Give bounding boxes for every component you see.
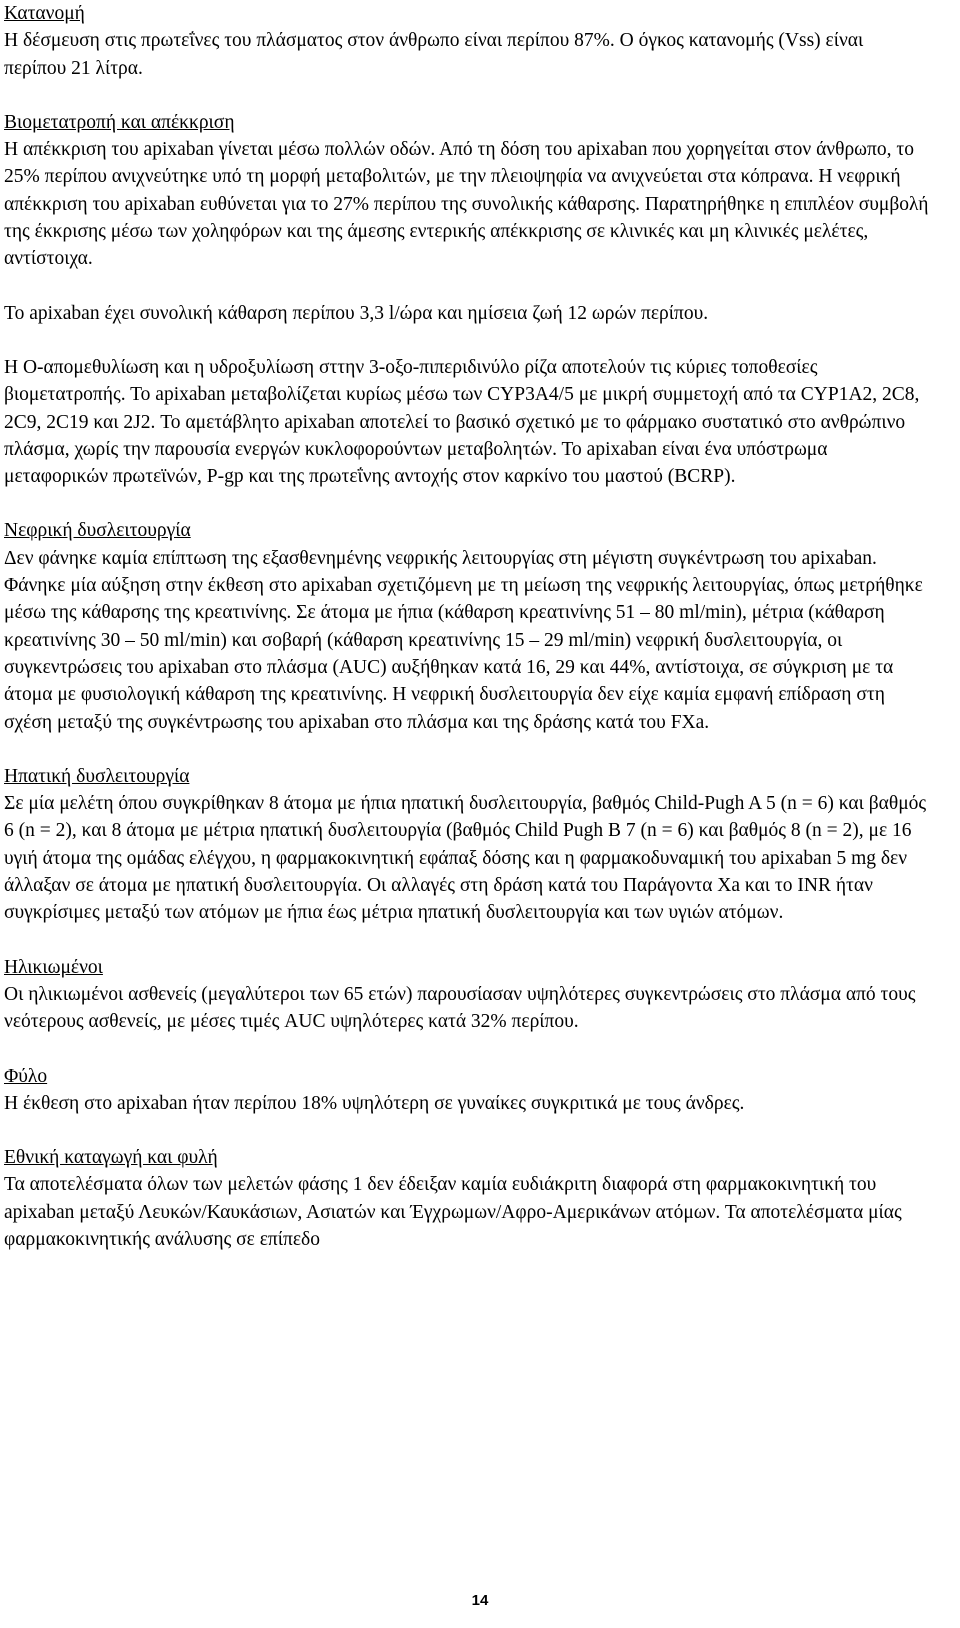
section-distribution (4, 0, 929, 82)
section-heading: Φύλο (4, 1065, 48, 1087)
paragraph: Το apixaban έχει συνολική κάθαρση περίπου 3,3 l/ώρα και ημίσεια ζωή 12 ωρών περίπου. (4, 302, 709, 324)
section-heading: Κατανομή (4, 3, 85, 24)
paragraph: Η έκθεση στο apixaban ήταν περίπου 18% υψηλότερη σε γυναίκες συγκριτικά με τους άνδρες. (4, 1092, 745, 1114)
section-heading: Ηπατική δυσλειτουργία (4, 765, 190, 787)
section-heading: Νεφρική δυσλειτουργία (4, 520, 191, 542)
section-gender (4, 1063, 929, 1118)
paragraph: Σε μία μελέτη όπου συγκρίθηκαν 8 άτομα με ήπια ηπατική δυσλειτουργία, βαθμός Child-Pugh A 5 (n = 6) και βαθμός 6 (n = 2), και 8 άτομα με μέτρια ηπατική δυσλειτουργία (βαθμός Child Pugh B 7 (n = 6) και βαθμός 8 (n = 2), με 16 υγιή άτομα της ομάδας ελέγχου, η φαρμακοκινητική εφάπαξ δόσης και η φαρμακοδυναμική του apixaban 5 mg δεν άλλαξαν σε άτομα με ηπατική δυσλειτουργία. Οι αλλαγές στη δράση κατά του Παράγοντα Xa και το INR ήταν συγκρίσιμες μεταξύ των ατόμων με ήπια έως μέτρια ηπατική δυσλειτουργία και των υγιών ατόμων. (4, 793, 927, 924)
paragraph: Η O-απομεθυλίωση και η υδροξυλίωση σττην 3-οξο-πιπεριδινύλο ρίζα αποτελούν τις κύριες τοποθεσίες βιομετατροπής. Το apixaban μεταβολίζεται κυρίως μέσω των CYP3A4/5 με μικρή συμμετοχή από τα CYP1A2, 2C8, 2C9, 2C19 και 2J2. Το αμετάβλητο apixaban αποτελεί το βασικό σχετικό με το φάρμακο συστατικό στο ανθρώπινο πλάσμα, χωρίς την παρουσία ενεργών κυκλοφορούντων μεταβολητών. Το apixaban είναι ένα υπόστρωμα μεταφορικών πρωτεϊνών, P-gp και της πρωτεΐνης αντοχής στον καρκίνο του μαστού (BCRP). (4, 356, 920, 488)
section-heading: Εθνική καταγωγή και φυλή (4, 1147, 218, 1169)
page-number: 14 (471, 1592, 489, 1609)
section-renal-impairment (4, 517, 929, 735)
paragraph: Δεν φάνηκε καμία επίπτωση της εξασθενημένης νεφρικής λειτουργίας στη μέγιστη συγκέντρωση του apixaban. Φάνηκε μία αύξηση στην έκθεση στο apixaban σχετιζόμενη με τη μείωση της νεφρικής λειτουργίας, όπως μετρήθηκε μέσω της κάθαρσης της κρεατινίνης. Σε άτομα με ήπια (κάθαρση κρεατινίνης 51 – 80 ml/min), μέτρια (κάθαρση κρεατινίνης 30 – 50 ml/min) και σοβαρή (κάθαρση κρεατινίνης 15 – 29 ml/min) νεφρική δυσλειτουργία, οι συγκεντρώσεις του apixaban στο πλάσμα (AUC) αυξήθηκαν κατά 16, 29 και 44%, αντίστοιχα, σε σύγκριση με τα άτομα με φυσιολογική κάθαρση της κρεατινίνης. Η νεφρική δυσλειτουργία δεν είχε καμία εμφανή επίδραση στη σχέση μεταξύ της συγκέντρωσης του apixaban στο πλάσμα και της δράσης κατά του FXa. (4, 547, 923, 733)
section-elderly (4, 954, 929, 1036)
paragraph: Τα αποτελέσματα όλων των μελετών φάσης 1 δεν έδειξαν καμία ευδιάκριτη διαφορά στη φαρμακοκινητική του apixaban μεταξύ Λευκών/Καυκάσιων, Ασιατών και Έγχρωμων/Αφρο-Αμερικάνων ατόμων. Τα αποτελέσματα μίας φαρμακοκινητικής ανάλυσης σε επίπεδο (4, 1174, 902, 1250)
paragraph: Η απέκκριση του apixaban γίνεται μέσω πολλών οδών. Από τη δόση του apixaban που χορηγείται στον άνθρωπο, το 25% περίπου ανιχνεύτηκε υπό τη μορφή μεταβολιτών, με την πλειοψηφία να ανιχνεύεται στα κόπρανα. Η νεφρική απέκκριση του apixaban ευθύνεται για το 27% περίπου της συνολικής κάθαρσης. Παρατηρήθηκε η επιπλέον συμβολή της έκκρισης μέσω των χοληφόρων και της άμεσης εντερικής απέκκρισης σε κλινικές και μη κλινικές μελέτες, αντίστοιχα. (4, 139, 929, 270)
document-page (4, 0, 929, 1280)
section-hepatic-impairment (4, 763, 929, 927)
paragraph: Η δέσμευση στις πρωτεΐνες του πλάσματος στον άνθρωπο είναι περίπου 87%. Ο όγκος κατανομής (Vss) είναι περίπου 21 λίτρα. (4, 30, 864, 79)
section-heading: Βιομετατροπή και απέκκριση (4, 111, 235, 133)
paragraph: Οι ηλικιωμένοι ασθενείς (μεγαλύτεροι των 65 ετών) παρουσίασαν υψηλότερες συγκεντρώσεις στο πλάσμα από τους νεότερους ασθενείς, με μέσες τιμές AUC υψηλότερες κατά 32% περίπου. (4, 983, 916, 1033)
section-heading: Ηλικιωμένοι (4, 956, 103, 978)
section-ethnicity (4, 1144, 929, 1253)
section-biotransformation (4, 109, 929, 491)
